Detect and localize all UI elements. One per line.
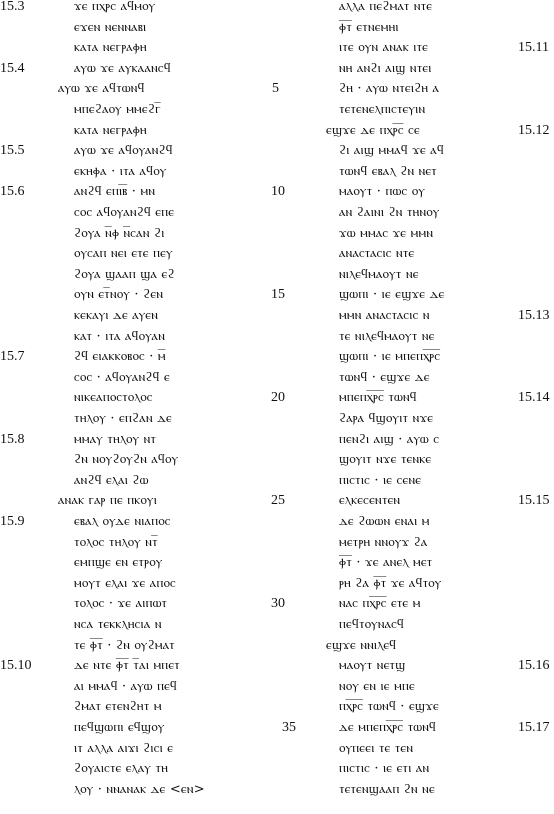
text-line-left: ⲡⲉϥϣⲱⲡⲓ ⲉϥϣⲟⲩ [74, 720, 165, 735]
text-line-right: ⲉϣϫⲉ ⲛⲛⲓⲗⲉϥ [326, 637, 397, 653]
text-line-left: ⲕⲁⲧⲁ ⲛⲉⲅⲣⲁⲫⲏ [74, 40, 147, 56]
text-line-left: ⲙⲡⲉϩⲁⲟⲩ ⲙⲙⲉϩⲅ̅ [74, 102, 161, 117]
text-line-right: ⲧⲉⲧⲉⲛⲉⲗⲡⲓⲥⲧⲉⲩⲓⲛ [339, 102, 426, 117]
text-line-left: ⲟⲩⲥⲁⲡ ⲛⲉⲓ ⲉⲧⲉ ⲡⲉⲩ [74, 246, 173, 262]
line-number: 15 [271, 287, 285, 303]
text-line-left: ⲁⲩⲱ ϫⲉ ⲁϥⲧⲱⲛϥ [58, 81, 145, 97]
text-line-right: ⲛⲓⲗⲉϥⲙⲁⲟⲩⲧ ⲛⲉ [339, 266, 419, 282]
text-line-right: ⲙⲁⲟⲩⲧ · ⲡⲱⲥ ⲟⲩ [339, 184, 426, 200]
text-line-left: ⲧⲏⲗⲟⲩ · ⲉⲡϩⲁⲛ ⲇⲉ [74, 411, 173, 426]
text-line-left: ⲉⲕⲏⲫⲁ · ⲓⲧⲁ ⲁϥⲟⲩ [74, 163, 167, 179]
text-line-left: ⲁⲓ ⲙⲙⲁϥ · ⲁⲩⲱ ⲡⲉϥ [74, 678, 178, 694]
verse-reference-right: 15.16 [518, 658, 550, 674]
text-line-left: ⲗⲟⲩ · ⲛⲛⲁⲛⲁⲕ ⲇⲉ <ⲉⲛ> [74, 781, 205, 797]
text-line-right: ϩⲏ · ⲁⲩⲱ ⲛⲧⲉⲓϩⲏ ⲁ [339, 81, 440, 97]
text-line-right: ⲫ̅ⲧ̅ · ϫⲉ ⲁⲛⲉⲗ ⲙⲉⲧ [339, 555, 433, 571]
text-line-left: ⲓⲧ ⲁⲗⲗⲁ ⲁⲓϫⲓ ϩⲓⲥⲓ ⲉ [74, 740, 174, 756]
text-line-left: ϩⲙⲁⲧ ⲉⲧⲉⲛϩⲏⲧ ⲙ [74, 699, 162, 715]
text-line-right: ⲛⲁⲥ ⲡⲭ̅ⲣ̅ⲥ̅ ⲉⲧⲉ ⲙ [339, 596, 421, 612]
verse-reference-left: 15.4 [0, 60, 25, 76]
text-line-left: ⲥⲟⲥ ⲁϥⲟⲩⲁⲛϩϥ ⲉⲡⲉ [74, 205, 175, 220]
text-line-left: ⲥⲟⲥ · ⲁϥⲟⲩⲁⲛϩϥ ⲉ [74, 369, 170, 385]
text-line-left: ϫⲉ ⲡⲭⲣ̅ⲥ̅ ⲁϥⲙⲟⲩ [74, 0, 156, 14]
text-line-right: ⲙⲡⲉⲡⲭ̅ⲣ̅ⲥ̅ ⲧⲱⲛϥ [339, 390, 417, 406]
text-line-left: ⲁⲛⲁⲕ ⲅⲁⲣ ⲡⲉ ⲡⲕⲟⲩⲓ [58, 493, 157, 509]
verse-reference-left: 15.10 [0, 658, 32, 674]
text-line-right: ⲧⲉⲧⲉⲛϣⲁⲁⲡ ϩⲛ ⲛⲉ [339, 781, 435, 797]
text-line-right: ⲛⲟⲩ ⲉⲛ ⲓⲉ ⲙⲡⲉ [339, 678, 415, 694]
text-line-right: ⲡⲉϥⲧⲟⲩⲛⲁⲥϥ [339, 617, 405, 632]
text-line-right: ⲣⲏ ϩⲁ ⲫ̅ⲧ̅ ϫⲉ ⲁϥⲧⲟⲩ [339, 575, 442, 591]
text-line-left: ⲕⲁⲧ · ⲓⲧⲁ ⲁϥⲟⲩⲁⲛ [74, 328, 166, 344]
line-number: 35 [282, 720, 296, 735]
text-line-left: ⲧⲟⲗⲟⲥ · ϫⲉ ⲁⲓⲡⲱⲧ [74, 596, 168, 612]
text-line-left: ϩⲛ ⲛⲟⲩϩⲟⲩϩⲛ ⲁϥⲟⲩ [74, 452, 179, 468]
text-line-right: ⲉϣϫⲉ ⲇⲉ ⲡⲭⲣ̅ⲥ̅ ⲥⲉ [326, 122, 420, 138]
text-line-left: ⲕⲁⲧⲁ ⲛⲉⲅⲣⲁⲫⲏ [74, 122, 147, 138]
text-line-right: ⲟⲩⲡⲉⲉⲓ ⲧⲉ ⲧⲉⲛ [339, 740, 414, 756]
text-line-right: ⲙⲙⲛ ⲁⲛⲁⲥⲧⲁⲥⲓⲥ ⲛ [339, 308, 430, 323]
line-number: 20 [271, 390, 285, 406]
text-line-right: ⲁⲗⲗⲁ ⲡⲉϩⲙⲁⲧ ⲛⲧⲉ [339, 0, 433, 14]
text-line-left: ⲟⲩⲛ ⲉⲧ̅ⲛⲟⲩ · ϩⲉⲛ [74, 287, 164, 303]
text-line-right: ϩⲁⲣⲁ ϥϣⲟⲩⲓⲧ ⲛϫⲉ [339, 411, 434, 426]
line-number: 25 [271, 493, 285, 509]
line-number: 10 [271, 184, 285, 200]
text-line-left: ⲉⲃⲁⲗ ⲟⲩⲇⲉ ⲛⲓⲁⲡⲟⲥ [74, 514, 171, 529]
text-line-left: ϩⲟⲩⲁ ϣⲁⲁⲡ ϣⲁ ⲉϩ [74, 266, 175, 282]
text-line-left: ϩϥ ⲉⲓⲁⲕⲕⲟⲃⲟⲥ · ⲙ̅ [74, 349, 166, 365]
line-number: 30 [271, 596, 285, 612]
verse-reference-right: 15.13 [518, 308, 550, 323]
text-line-right: ⲇⲉ ϩⲱⲱⲛ ⲉⲛⲁⲓ ⲙ [339, 514, 430, 529]
text-line-right: ⲇⲉ ⲙⲡⲉⲡⲭ̅ⲣ̅ⲥ̅ ⲧⲱⲛϥ [339, 720, 437, 735]
text-line-right: ⲁⲛ ϩⲁⲓⲛⲓ ϩⲛ ⲧⲏⲛⲟⲩ [339, 205, 440, 220]
text-line-left: ϩⲟⲩⲁⲓⲥⲧⲉ ⲉⲗⲁⲩ ⲧⲏ [74, 761, 169, 777]
text-line-left: ⲁⲛϩϥ ⲉⲗⲁⲓ ϩⲱ [74, 472, 149, 488]
text-line-right: ϩⲓ ⲁⲓϣ ⲙⲙⲁϥ ϫⲉ ⲁϥ [339, 143, 444, 159]
verse-reference-left: 15.7 [0, 349, 25, 365]
text-line-right: ϫⲱ ⲙⲙⲁⲥ ϫⲉ ⲙⲙⲛ [339, 225, 434, 241]
text-line-right: ⲙⲉⲧⲣⲏ ⲛⲛⲟⲩϫ ϩⲁ [339, 534, 428, 550]
text-line-right: ϣⲟⲩⲓⲧ ⲛϫⲉ ⲧⲉⲛⲕⲉ [339, 452, 432, 468]
text-line-right: ⲫ̅ⲧ̅ ⲉⲧⲛⲉⲙⲏⲓ [339, 19, 399, 35]
verse-reference-left: 15.5 [0, 143, 25, 159]
verse-reference-left: 15.6 [0, 184, 25, 200]
text-line-left: ⲙⲙⲁⲩ ⲧⲏⲗⲟⲩ ⲛⲧ [74, 431, 157, 447]
text-line-right: ⲉⲗⲕⲉⲥⲉⲛⲧⲉⲛ [339, 493, 401, 509]
text-line-right: ⲁⲛⲁⲥⲧⲁⲥⲓⲥ ⲛⲧⲉ [339, 246, 415, 262]
text-line-left: ⲛⲥⲁ ⲧⲉⲕⲕⲗⲏⲥⲓⲁ ⲛ [74, 617, 162, 632]
text-line-right: ⲧⲱⲛϥ · ⲉϣϫⲉ ⲇⲉ [339, 369, 430, 385]
text-line-left: ϩⲟⲩⲁ ⲛ̅ⲫ ⲛ̅ⲥⲁⲛ ϩⲓ [74, 225, 165, 241]
text-line-left: ⲁⲛϩϥ ⲉⲡⲓ̅ⲃ̅ · ⲙⲛ [74, 184, 156, 200]
text-line-right: ϣⲱⲡⲓ · ⲓⲉ ⲉϣϫⲉ ⲇⲉ [339, 287, 445, 303]
verse-reference-right: 15.15 [518, 493, 550, 509]
verse-reference-right: 15.11 [518, 40, 549, 56]
text-line-left: ⲉϫⲉⲛ ⲛⲉⲛⲛⲁⲃⲓ [74, 19, 147, 35]
verse-reference-right: 15.17 [518, 720, 550, 735]
verse-reference-left: 15.9 [0, 514, 25, 529]
line-number: 5 [272, 81, 279, 97]
text-line-left: ⲁⲩⲱ ϫⲉ ⲁϥⲟⲩⲁⲛϩϥ [74, 143, 173, 159]
text-line-left: ⲁⲩⲱ ϫⲉ ⲁⲩⲕⲁⲁⲛⲥϥ [74, 60, 171, 76]
text-line-left: ⲛⲓⲕⲉⲁⲡⲟⲥⲧⲟⲗⲟⲥ [74, 390, 153, 406]
text-line-left: ⲙⲟⲩⲧ ⲉⲗⲁⲓ ϫⲉ ⲁⲡⲟⲥ [74, 575, 176, 591]
text-line-right: ⲡⲉⲛϩⲓ ⲁⲓϣ · ⲁⲩⲱ ⲥ [339, 431, 440, 447]
text-line-right: ⲙⲁⲟⲩⲧ ⲛⲉⲧϣ [339, 658, 406, 674]
text-line-left: ⲇⲉ ⲛⲧⲉ ⲫ̅ⲧ̅ ⲧ̅ⲁⲓ ⲙⲡⲉⲧ [74, 658, 180, 674]
text-line-right: ⲧⲱⲛϥ ⲉⲃⲁⲗ ϩⲛ ⲛⲉⲧ [339, 163, 437, 179]
text-line-left: ⲕⲉⲕⲁⲩⲓ ⲇⲉ ⲁⲩⲉⲛ [74, 308, 159, 323]
text-line-right: ⲛⲏ ⲁⲛϩⲓ ⲁⲓϣ ⲛⲧⲉⲓ [339, 60, 432, 76]
verse-reference-right: 15.12 [518, 122, 550, 138]
text-line-right: ⲡⲭ̅ⲣ̅ⲥ̅ ⲧⲱⲛϥ · ⲉϣϫⲉ [339, 699, 439, 715]
text-line-right: ⲓⲧⲉ ⲟⲩⲛ ⲁⲛⲁⲕ ⲓⲧⲉ [339, 40, 429, 56]
text-line-right: ⲡⲓⲥⲧⲓⲥ · ⲓⲉ ⲉⲧⲓ ⲁⲛ [339, 761, 430, 777]
text-line-left: ⲧⲟⲗⲟⲥ ⲧⲏⲗⲟⲩ ⲛⲧ̅ [74, 534, 158, 550]
verse-reference-right: 15.14 [518, 390, 550, 406]
verse-reference-left: 15.8 [0, 431, 25, 447]
text-line-right: ⲧⲉ ⲛⲓⲗⲉϥⲙⲁⲟⲩⲧ ⲛⲉ [339, 328, 435, 344]
text-line-left: ⲧⲉ ⲫ̅ⲧ̅ · ϩⲛ ⲟⲩϩⲙⲁⲧ [74, 637, 175, 653]
text-line-right: ⲡⲓⲥⲧⲓⲥ · ⲓⲉ ⲥⲉⲛⲉ [339, 472, 422, 488]
text-line-left: ⲉⲙⲡϣⲉ ⲉⲛ ⲉⲧⲣⲟⲩ [74, 555, 163, 571]
verse-reference-left: 15.3 [0, 0, 25, 14]
text-line-right: ϣⲱⲡⲓ · ⲓⲉ ⲙⲡⲉⲡⲭ̅ⲣ̅ⲥ̅ [339, 349, 441, 365]
